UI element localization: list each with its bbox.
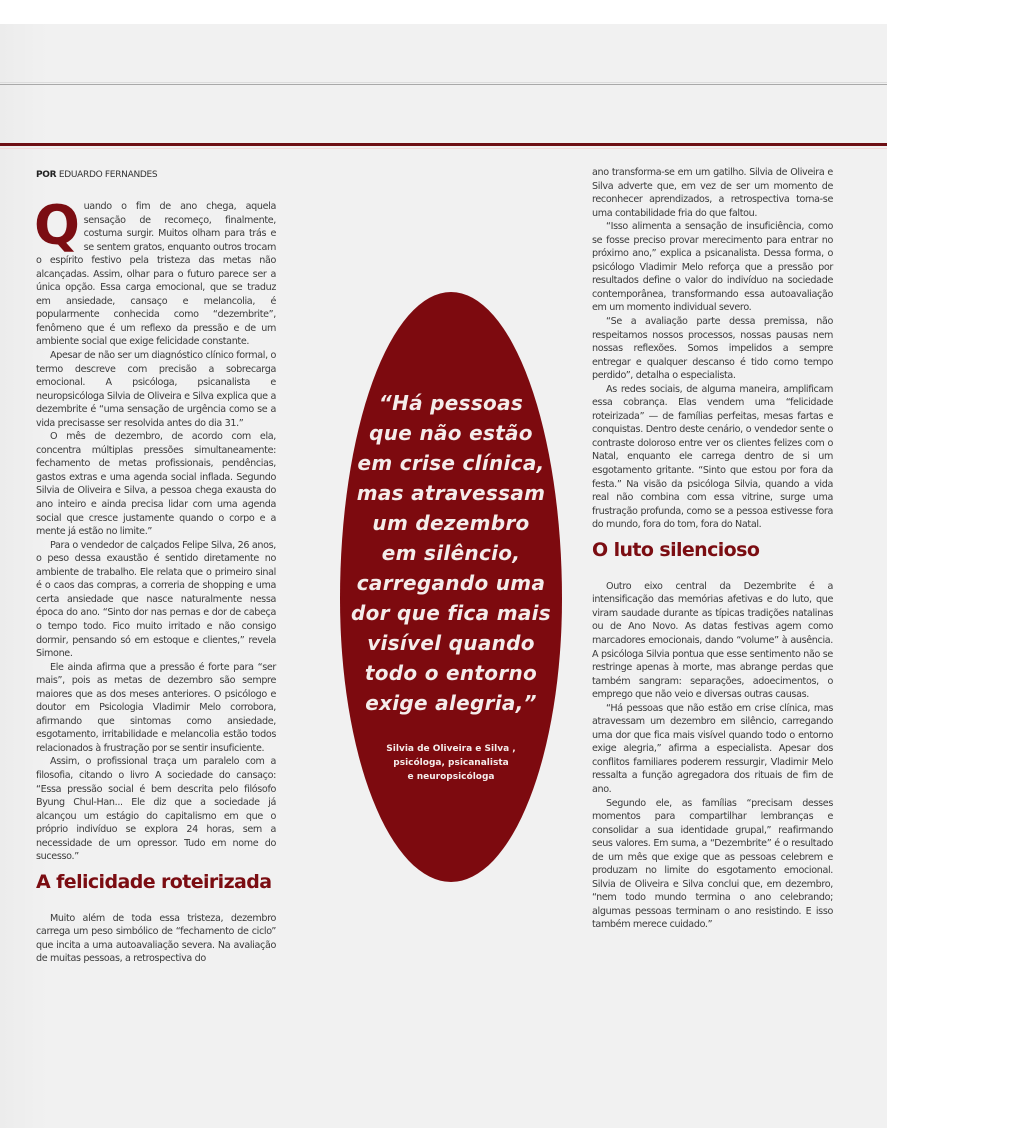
paragraph-text: uando o fim de ano chega, aquela sensação de recomeço, finalmente, costuma surgir. Muitos olham para trás e se sentem gratos, enquanto outros trocam o espírito festivo pela tristeza das metas não alcançadas. Assim, olhar para o futuro parece ser a única opção. Essa carga emocional, que se traduz em ansiedade, cansaço e melancolia, é popularmente conhecida como “dezembrite”, fenômeno que é um reflexo da pressão e de um ambiente social que exige felicidade constante. <box>36 201 276 348</box>
header-rule-shadow <box>0 148 887 149</box>
article-paragraph <box>34 194 276 349</box>
section-heading: A felicidade roteirizada <box>36 870 272 893</box>
pull-quote-line: em silêncio, <box>381 541 521 565</box>
pull-quote-attribution <box>340 742 562 784</box>
top-rule-light <box>0 82 887 83</box>
pull-quote-line: um dezembro <box>372 511 530 535</box>
article-paragraph: Outro eixo central da Dezembrite é a intensificação das memórias afetivas e do luto, que viram saudade durante as típicas tradições natalinas ou de Ano Novo. As datas festivas agem como marcadores emocionais, dando “volume” à ausência. A psicóloga Silvia pontua que esse sentimento não se restringe apenas à morte, mas abrange perdas que também sangram: separações, adoecimentos, o emprego que não veio e diversas outras causas. <box>592 580 833 701</box>
pull-quote-line: que não estão <box>369 421 533 445</box>
byline <box>36 170 157 180</box>
attribution-role: e neuropsicóloga <box>407 772 495 782</box>
pull-quote-line: em crise clínica, <box>357 451 545 475</box>
article-paragraph: “Isso alimenta a sensação de insuficiência, como se fosse preciso provar merecimento para entrar no próximo ano,” explica a psicanalista. Dessa forma, o psicólogo Vladimir Melo reforça que a pressão por resultados define o valor do indivíduo na sociedade contemporânea, transformando essa autoavaliação em um momento individual severo. <box>592 221 833 314</box>
article-paragraph: As redes sociais, de alguma maneira, amplificam essa cobrança. Elas vendem uma “felicidade roteirizada” — de famílias perfeitas, mesas fartas e conquistas. Dentro deste cenário, o vendedor sente o contraste doloroso entre ver os clientes felizes com o Natal, enquanto ele carrega dentro de si um esgotamento gritante. “Sinto que estou por fora da festa.” Na visão da psicóloga Silvia, quando a vida real não combina com essa vitrine, surge uma frustração profunda, como se a pessoa estivesse fora do mundo, fora do tom, fora do Natal. <box>592 383 833 531</box>
top-rule <box>0 84 887 85</box>
drop-cap: Q <box>34 194 80 257</box>
left-column <box>34 194 276 966</box>
article-paragraph: Muito além de toda essa tristeza, dezembro carrega um peso simbólico de “fechamento de ciclo” que incita a uma autoavaliação severa. Na avaliação de muitas pessoas, a retrospectiva do <box>36 912 276 965</box>
header-rule <box>0 143 887 146</box>
byline-prefix: POR <box>36 170 57 180</box>
byline-author: EDUARDO FERNANDES <box>58 170 158 180</box>
pull-quote-line: exige alegria,” <box>365 691 537 715</box>
pull-quote <box>330 388 572 718</box>
article-paragraph: Segundo ele, as famílias “precisam desses momentos para compartilhar lembranças e consolidar a sua identidade grupal,” reafirmando seus valores. Em suma, a “Dezembrite” é o resultado de um mês que exige que as pessoas celebrem e produzam no limite do esgotamento emocional. Silvia de Oliveira e Silva conclui que, em dezembro, “nem todo mundo termina o ano celebrando; algumas pessoas terminam o ano resistindo. E isso também merece cuidado.” <box>592 797 833 931</box>
article-paragraph: Para o vendedor de calçados Felipe Silva, 26 anos, o peso dessa exaustão é sentido diretamente no ambiente de trabalho. Ele relata que o primeiro sinal é o caos das compras, a correria de shopping e uma certa ansiedade que nasce naturalmente nessa época do ano. “Sinto dor nas pernas e dor de cabeça o tempo todo. Fico muito irritado e não consigo dormir, pensando só em estoque e clientes,” revela Simone. <box>36 539 276 660</box>
pull-quote-line: mas atravessam <box>356 481 546 505</box>
section-heading: O luto silencioso <box>592 538 760 561</box>
article-paragraph: ano transforma-se em um gatilho. Silvia de Oliveira e Silva adverte que, em vez de ser um momento de reconhecer aprendizados, a retrospectiva torna-se uma contabilidade fria do que faltou. <box>592 167 833 219</box>
article-paragraph: “Há pessoas que não estão em crise clínica, mas atravessam um dezembro em silêncio, carregando uma dor que fica mais visível quando todo o entorno exige alegria,” afirma a especialista. Apesar dos conflitos familiares poderem ressurgir, Vladimir Melo ressalta a função agregadora dos rituais de fim de ano. <box>592 702 833 795</box>
attribution-name: Silvia de Oliveira e Silva , <box>386 744 516 754</box>
pull-quote-line: visível quando <box>367 631 535 655</box>
pull-quote-line: dor que fica mais <box>350 601 552 625</box>
article-paragraph: O mês de dezembro, de acordo com ela, concentra múltiplas pressões simultaneamente: fechamento de metas profissionais, pendências, gastos extras e uma agenda social inflada. Segundo Silvia de Oliveira e Silva, a pessoa chega exausta do ano inteiro e ainda precisa lidar com uma agenda social que cresce justamente quando o corpo e a mente já estão no limite.” <box>36 431 276 538</box>
article-paragraph: Assim, o profissional traça um paralelo com a filosofia, citando o livro A sociedade do cansaço: “Essa pressão social é bem descrita pelo filósofo Byung Chul-Han... Ele diz que a sociedade já alcançou um estágio do capitalismo em que o próprio indivíduo se explora 24 horas, sem a necessidade de um opressor. Tudo em nome do sucesso.” <box>36 756 276 863</box>
article-paragraph: Apesar de não ser um diagnóstico clínico formal, o termo descreve com precisão a sobrecarga emocional. A psicóloga, psicanalista e neuropsicóloga Silvia de Oliveira e Silva explica que a dezembrite é “uma sensação de urgência como se a vida precisasse ser resolvida antes do dia 31.” <box>36 350 276 429</box>
pull-quote-line: “Há pessoas <box>378 391 524 415</box>
pull-quote-line: todo o entorno <box>364 661 538 685</box>
right-column <box>592 166 833 932</box>
article-paragraph: Ele ainda afirma que a pressão é forte para “ser mais”, pois as metas de dezembro são sempre maiores que as dos meses anteriores. O psicólogo e doutor em Psicologia Vladimir Melo corrobora, afirmando que sintomas como ansiedade, esgotamento, irritabilidade e melancolia estão todos relacionados à frustração por se sentir insuficiente. <box>36 661 276 754</box>
article-paragraph: “Se a avaliação parte dessa premissa, não respeitamos nossos processos, nossas pausas nem nossas reflexões. Somos impelidos a sempre entregar e qualquer descanso é tido como tempo perdido”, detalha o especialista. <box>592 316 833 382</box>
pull-quote-line: carregando uma <box>356 571 546 595</box>
attribution-role: psicóloga, psicanalista <box>393 758 509 768</box>
